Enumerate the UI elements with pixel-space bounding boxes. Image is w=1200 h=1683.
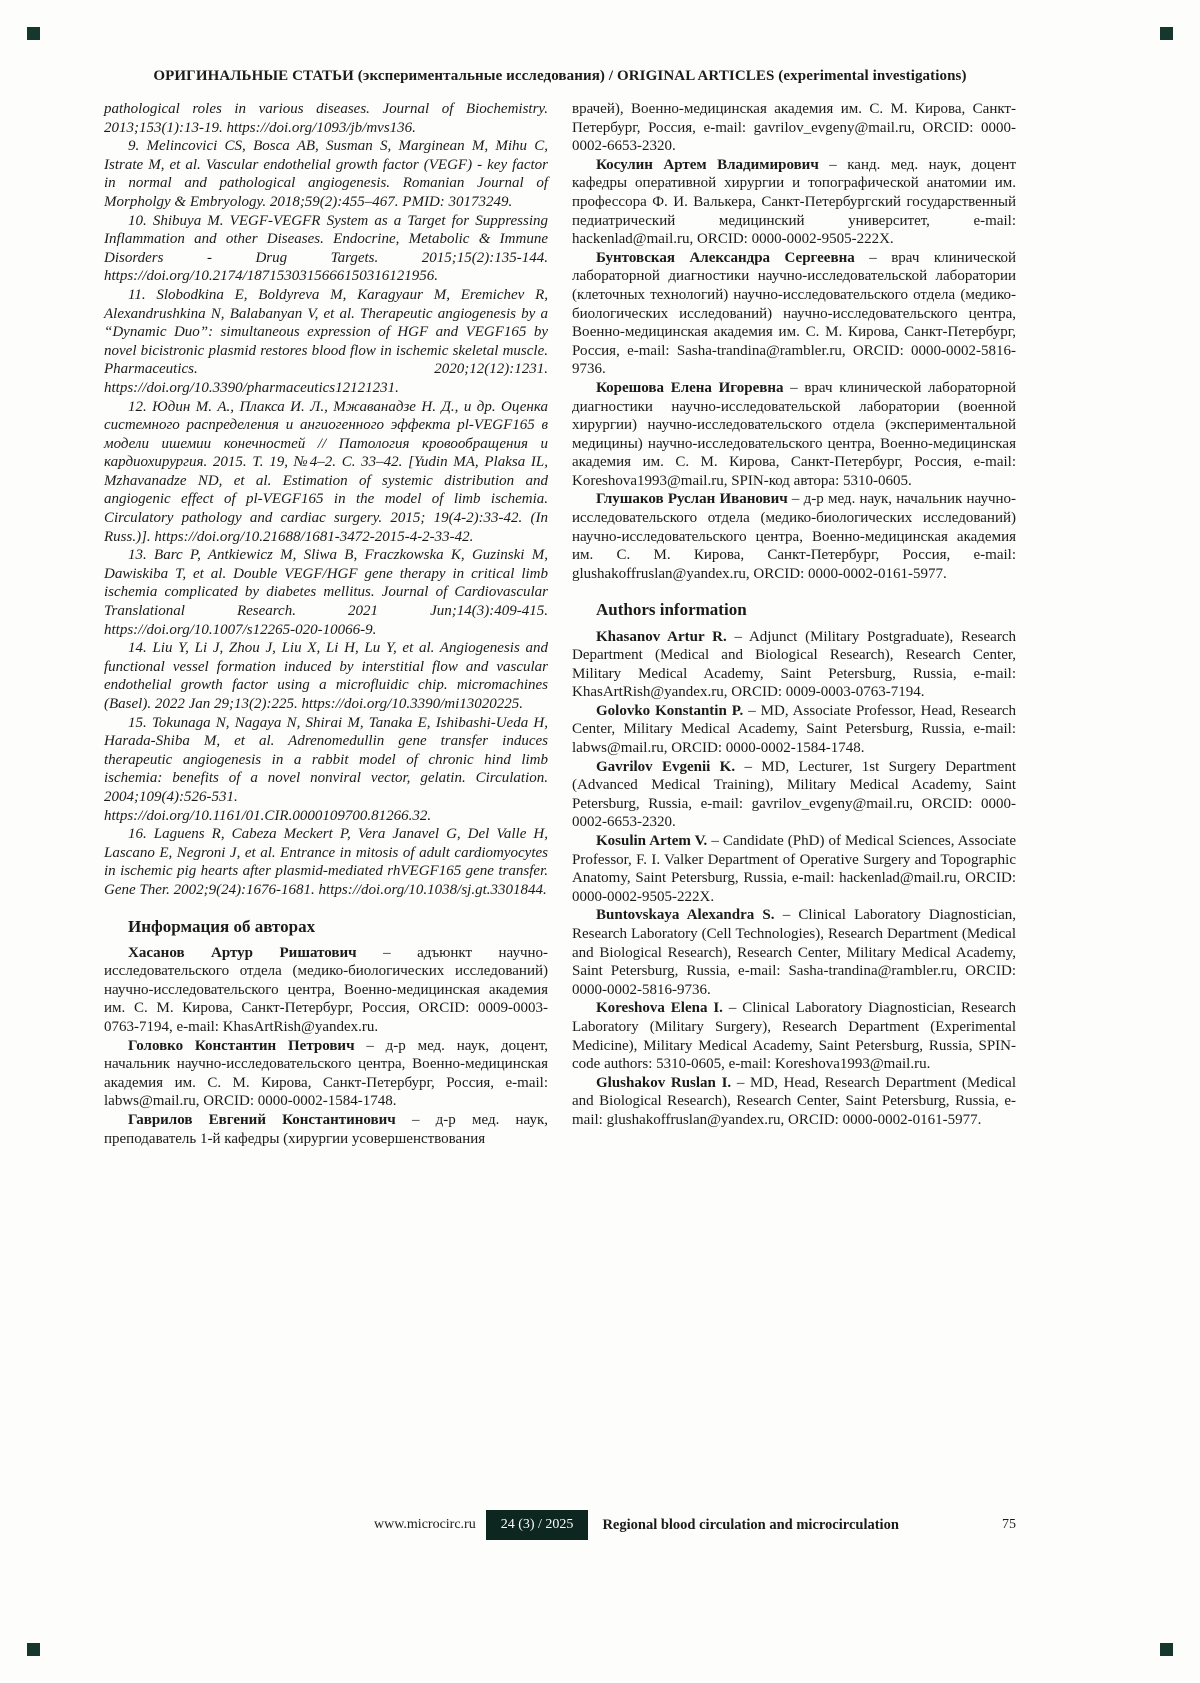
author-name: Хасанов Артур Ришатович bbox=[128, 944, 357, 961]
page-number: 75 bbox=[1002, 1517, 1016, 1532]
corner-mark-top-left bbox=[27, 27, 40, 40]
reference-item-14: 14. Liu Y, Li J, Zhou J, Liu X, Li H, Lu Y, et al. Angiogenesis and functional vessel formation induced by interstitial flow and vascular endothelial growth factor using a microfluidic chip. micromachines (Basel). 2022 Jan 29;13(2):225. https://doi.org/10.3390/mi13020225. bbox=[104, 640, 548, 712]
reference-item-16: 16. Laguens R, Cabeza Meckert P, Vera Janavel G, Del Valle H, Lascano E, Negroni J, et al. Entrance in mitosis of adult cardiomyocytes in ischemic pig hearts after plasmid-mediated rhVEGF165 gene transfer. Gene Ther. 2002;9(24):1676-1681. https://doi.org/10.1038/sj.gt.3301844. bbox=[104, 826, 548, 898]
reference-item-10: 10. Shibuya M. VEGF-VEGFR System as a Target for Suppressing Inflammation and other Diseases. Endocrine, Metabolic & Immune Disorders - Drug Targets. 2015;15(2):135-144. https://doi.org/10.2174/1871530315666150316121956. bbox=[104, 212, 548, 285]
journal-url: www.microcirc.ru bbox=[374, 1517, 476, 1532]
author-entry-ru-gavrilov bbox=[104, 1111, 548, 1148]
reference-item-12: 12. Юдин М. А., Плакса И. Л., Мжаванадзе Н. Д., и др. Оценка системного распределения и ангиогенного эффекта pl-VEGF165 в модели ишемии конечностей // Патология кровообращения и кардиохирургия. 2015. Т. 19, №4–2. С. 33–42. [Yudin MA, Plaksa IL, Mzhavanadze ND, et al. Estimation of systemic distribution and angiogenic effect of pl-VEGF165 in the model of limb ischemia. Circulatory pathology and cardiac surgery. 2015; 19(4-2):33-42. (In Russ.)]. https://doi.org/10.21688/1681-3472-2015-4-2-33-42. bbox=[104, 398, 548, 545]
reference-item-13: 13. Barc P, Antkiewicz M, Sliwa B, Fraczkowska K, Guzinski M, Dawiskiba T, et al. Double VEGF/HGF gene therapy in critical limb ischemia complicated by diabetes mellitus. Journal of Cardiovascular Translational Research. 2021 Jun;14(3):409-415. https://doi.org/10.1007/s12265-020-10066-9. bbox=[104, 547, 548, 638]
author-entry-en-golovko bbox=[572, 702, 1016, 758]
author-name: Головко Константин Петрович bbox=[128, 1037, 355, 1054]
author-name: Корешова Елена Игоревна bbox=[596, 379, 784, 396]
author-details: – Clinical Laboratory Diagnostician, Research Laboratory (Cell Technologies), Research Department (Medical and Biological Research), Research Center, Military Medical Academy, Saint Petersburg, Russia, e-mail: Sasha-trandina@rambler.ru, ORCID: 0000-0002-5816-9736. bbox=[572, 907, 1016, 998]
reference-continuation: pathological roles in various diseases. Journal of Biochemistry. 2013;153(1):13-19. https://doi.org/1093/jb/mvs136. bbox=[104, 101, 548, 136]
author-details: – Candidate (PhD) of Medical Sciences, Associate Professor, F. I. Valker Department of Operative Surgery and Topographic Anatomy, Saint Petersburg, Russia, e-mail: hackenlad@mail.ru, ORCID: 0000-0002-9505-222X. bbox=[572, 833, 1017, 905]
authors-en-heading: Authors information bbox=[596, 600, 747, 620]
author-name: Косулин Артем Владимирович bbox=[596, 156, 819, 173]
author-entry-ru-gavrilov-continuation: врачей), Военно-медицинская академия им. С. М. Кирова, Санкт-Петербург, Россия, e-mail: gavrilov_evgeny@mail.ru, ORCID: 0000-0002-6653-2320. bbox=[572, 101, 1016, 155]
corner-mark-top-right bbox=[1160, 27, 1173, 40]
author-entry-ru-glushakov bbox=[572, 490, 1016, 583]
author-details: – д-р мед. наук, доцент, начальник научно-исследовательского центра, Военно-медицинская академия им. С. М. Кирова, Санкт-Петербург, Россия, e-mail: labws@mail.ru, ORCID: 0000-0002-1584-1748. bbox=[104, 1037, 548, 1110]
author-entry-en-khasanov bbox=[572, 628, 1016, 702]
section-header: ОРИГИНАЛЬНЫЕ СТАТЬИ (экспериментальные исследования) / ORIGINAL ARTICLES (experimental investigations) bbox=[153, 68, 967, 84]
author-name: Koreshova Elena I. bbox=[596, 1000, 723, 1017]
author-entry-en-kosulin bbox=[572, 832, 1016, 906]
author-details: – канд. мед. наук, доцент кафедры оперативной хирургии и топографической анатомии им. профессора Ф. И. Валькера, Санкт-Петербургский государственный педиатрический медицинский университет, e-mail: hackenlad@mail.ru, ORCID: 0000-0002-9505-222X. bbox=[572, 156, 1016, 248]
reference-item-15: 15. Tokunaga N, Nagaya N, Shirai M, Tanaka E, Ishibashi-Ueda H, Harada-Shiba M, et al. Adrenomedullin gene transfer induces therapeutic angiogenesis in a rabbit model of chronic hind limb ischemia: benefits of a novel nonviral vector, gelatin. Circulation. 2004;109(4):526-531. https://doi.org/10.1161/01.CIR.0000109700.81266.32. bbox=[104, 714, 548, 824]
journal-title: Regional blood circulation and microcirculation bbox=[602, 1516, 899, 1533]
author-entry-en-buntovskaya bbox=[572, 906, 1016, 999]
author-name: Kosulin Artem V. bbox=[596, 833, 708, 850]
page-footer bbox=[104, 1510, 1016, 1540]
author-name: Гаврилов Евгений Константинович bbox=[128, 1111, 396, 1128]
author-name: Gavrilov Evgenii K. bbox=[596, 758, 736, 775]
author-name: Golovko Konstantin P. bbox=[596, 702, 744, 719]
author-entry-ru-khasanov bbox=[104, 944, 548, 1037]
author-name: Buntovskaya Alexandra S. bbox=[596, 907, 775, 924]
corner-mark-bottom-right bbox=[1160, 1643, 1173, 1656]
author-entry-en-glushakov bbox=[572, 1074, 1016, 1130]
author-name: Glushakov Ruslan I. bbox=[596, 1074, 732, 1091]
author-entry-en-koreshova bbox=[572, 999, 1016, 1073]
author-details: – MD, Head, Research Department (Medical and Biological Research), Research Center, Saint Petersburg, Russia, e-mail: glushakoffruslan@yandex.ru, ORCID: 0000-0002-0161-5977. bbox=[572, 1074, 1016, 1128]
author-details: – Adjunct (Military Postgraduate), Research Department (Medical and Biological Research), Research Center, Military Medical Academy, Saint Petersburg, Russia, e-mail: KhasArtRish@yandex.ru, ORCID: 0009-0003-0763-7194. bbox=[572, 628, 1016, 701]
author-details: – Clinical Laboratory Diagnostician, Research Laboratory (Military Surgery), Research Department (Experimental Medicine), Military Medical Academy, Saint Petersburg, Russia, SPIN-code authors: 5310-0605, e-mail: Koreshova1993@mail.ru. bbox=[572, 1000, 1016, 1073]
author-details: – MD, Associate Professor, Head, Research Center, Military Medical Academy, Saint Petersburg, Russia, e-mail: labws@mail.ru, ORCID: 0000-0002-1584-1748. bbox=[572, 702, 1016, 757]
author-name: Бунтовская Александра Сергеевна bbox=[596, 249, 855, 266]
author-name: Khasanov Artur R. bbox=[596, 628, 727, 645]
author-entry-en-gavrilov bbox=[572, 758, 1016, 832]
authors-ru-heading: Информация об авторах bbox=[128, 916, 316, 936]
reference-item-9: 9. Melincovici CS, Bosca AB, Susman S, Marginean M, Mihu C, Istrate M, et al. Vascular endothelial growth factor (VEGF) - key factor in normal and pathological angiogenesis. Romanian Journal of Morpholgy & Embryology. 2018;59(2):455–467. PMID: 30173249. bbox=[104, 138, 548, 210]
author-entry-ru-kosulin bbox=[572, 156, 1016, 249]
author-entry-ru-koreshova bbox=[572, 379, 1016, 491]
corner-mark-bottom-left bbox=[27, 1643, 40, 1656]
author-details: – врач клинической лабораторной диагностики научно-исследовательской лаборатории (клеточных технологий) научно-исследовательского отдела (медико-биологических исследований) научно-исследовательского центра, Военно-медицинская академия им. С. М. Кирова, Санкт-Петербург, Россия, e-mail: Sasha-trandina@rambler.ru, ORCID: 0000-0002-5816-9736. bbox=[572, 249, 1017, 378]
author-details: – адъюнкт научно-исследовательского отдела (медико-биологических исследований) научно-исследовательского центра, Военно-медицинская академия им. С. М. Кирова, Санкт-Петербург, Россия, ORCID: 0009-0003-0763-7194, e-mail: KhasArtRish@yandex.ru. bbox=[104, 944, 549, 1035]
author-name: Глушаков Руслан Иванович bbox=[596, 491, 788, 508]
page-content bbox=[104, 100, 1016, 1148]
left-column bbox=[104, 100, 548, 1148]
author-entry-ru-buntovskaya bbox=[572, 249, 1016, 379]
right-column bbox=[572, 100, 1016, 1148]
author-details: – д-р мед. наук, преподаватель 1-й кафедры (хирургии усовершенствования bbox=[104, 1111, 548, 1147]
author-details: – врач клинической лабораторной диагностики научно-исследовательской лаборатории (военной хирургии) научно-исследовательского отдела (экспериментальной медицины) научно-исследовательского центра, Военно-медицинская академия им. С. М. Кирова, Санкт-Петербург, Россия, e-mail: Koreshova1993@mail.ru, SPIN-код автора: 5310-0605. bbox=[572, 379, 1016, 489]
author-details: – MD, Lecturer, 1st Surgery Department (Advanced Medical Training), Military Medical Academy, Saint Petersburg, Russia, e-mail: gavrilov_evgeny@mail.ru, ORCID: 0000-0002-6653-2320. bbox=[572, 758, 1017, 831]
author-entry-ru-golovko bbox=[104, 1037, 548, 1111]
issue-badge: 24 (3) / 2025 bbox=[486, 1510, 589, 1540]
author-details: – д-р мед. наук, начальник научно-исследовательского отдела (медико-биологических исследований) научно-исследовательского центра, Военно-медицинская академия им. С. М. Кирова, Санкт-Петербург, Россия, e-mail: glushakoffruslan@yandex.ru, ORCID: 0000-0002-0161-5977. bbox=[572, 491, 1017, 582]
reference-item-11: 11. Slobodkina E, Boldyreva M, Karagyaur M, Eremichev R, Alexandrushkina N, Balabanyan V, et al. Therapeutic angiogenesis by a “Dynamic Duo”: simultaneous expression of HGF and VEGF165 by novel bicistronic plasmid restores blood flow in ischemic skeletal muscle. Pharmaceutics. 2020;12(12):1231. https://doi.org/10.3390/pharmaceutics12121231. bbox=[104, 286, 548, 396]
